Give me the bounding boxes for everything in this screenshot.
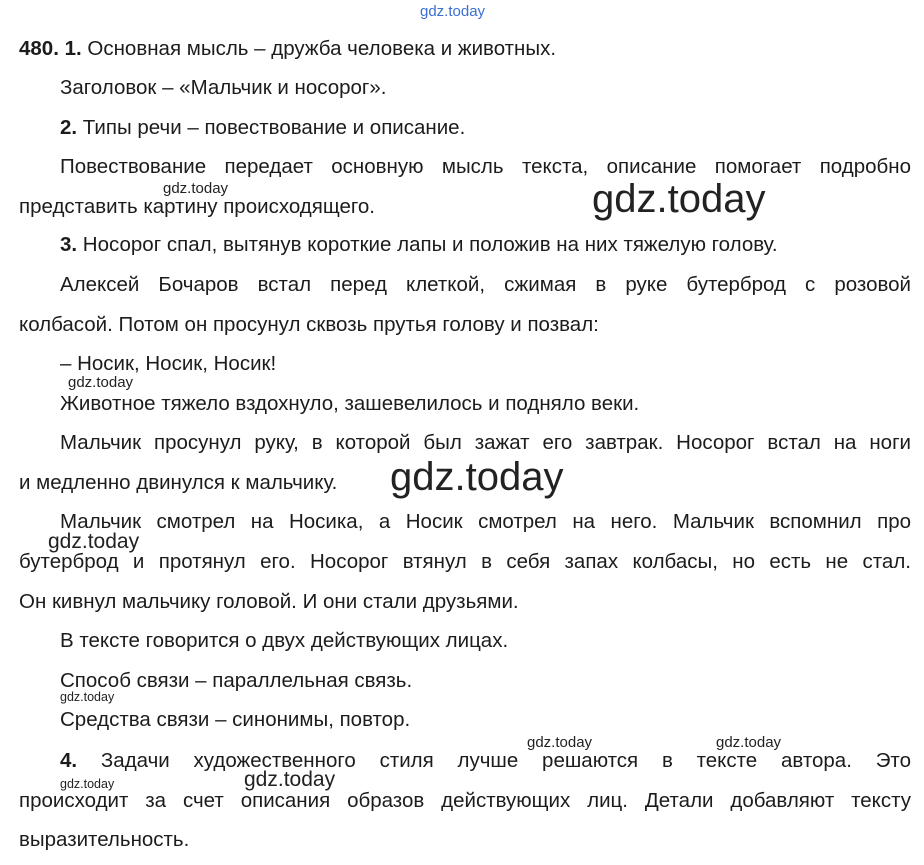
persons-line: В тексте говорится о двух действующих лицах. <box>60 629 509 652</box>
boy-line-2: и медленно двинулся к мальчику. <box>19 471 338 494</box>
watermark-small: gdz.today <box>60 690 115 704</box>
task-number: 480. <box>19 37 59 60</box>
animal-line: Животное тяжело вздохнуло, зашевелилось и подняло веки. <box>60 392 640 415</box>
item-1-number: 1. <box>64 37 82 60</box>
item-1-text: Основная мысль – дружба человека и животных. <box>81 37 557 60</box>
title-line: Заголовок – «Мальчик и носорог». <box>60 76 387 99</box>
watermark-large: gdz.today <box>390 455 564 499</box>
task-line-1 <box>19 37 556 61</box>
watermark-small: gdz.today <box>68 374 134 391</box>
item-4-line-3: выразительность. <box>19 828 190 851</box>
look-line-2: бутерброд и протянул его. Носорог втянул в себя запах колбасы, но есть не стал. <box>19 550 911 573</box>
look-line-1: Мальчик смотрел на Носика, а Носик смотрел на него. Мальчик вспомнил про <box>60 510 911 533</box>
item-2-text: Типы речи – повествование и описание. <box>77 116 466 139</box>
watermark-medium: gdz.today <box>48 530 140 553</box>
link-means-line: Средства связи – синонимы, повтор. <box>60 708 411 731</box>
item-4-line-1 <box>60 749 911 773</box>
watermark-small: gdz.today <box>716 734 782 751</box>
link-way-line: Способ связи – параллельная связь. <box>60 669 413 692</box>
alexey-line-2: колбасой. Потом он просунул сквозь прутья голову и позвал: <box>19 313 599 336</box>
nosik-line: – Носик, Носик, Носик! <box>60 352 277 375</box>
boy-line-1: Мальчик просунул руку, в которой был зажат его завтрак. Носорог встал на ноги <box>60 431 911 454</box>
watermark-medium: gdz.today <box>244 768 336 791</box>
watermark-top: gdz.today <box>420 3 486 20</box>
watermark-large: gdz.today <box>592 177 766 221</box>
watermark-small: gdz.today <box>527 734 593 751</box>
watermark-small: gdz.today <box>60 777 115 791</box>
narration-line-2: представить картину происходящего. <box>19 195 376 218</box>
item-4-line-2: происходит за счет описания образов действующих лиц. Детали добавляют тексту <box>19 789 911 812</box>
item-3-line <box>60 233 778 257</box>
narration-line-1: Повествование передает основную мысль текста, описание помогает подробно <box>60 155 911 178</box>
item-2-number: 2. <box>60 116 78 139</box>
item-2-line <box>60 116 465 140</box>
watermark-small: gdz.today <box>163 180 229 197</box>
look-line-3: Он кивнул мальчику головой. И они стали друзьями. <box>19 590 519 613</box>
item-3-number: 3. <box>60 233 78 256</box>
item-4-text: Задачи художественного стиля лучше решаются в тексте автора. Это <box>77 749 911 772</box>
alexey-line-1: Алексей Бочаров встал перед клеткой, сжимая в руке бутерброд с розовой <box>60 273 911 296</box>
item-4-number: 4. <box>60 749 78 772</box>
item-3-text: Носорог спал, вытянув короткие лапы и положив на них тяжелую голову. <box>77 233 778 256</box>
